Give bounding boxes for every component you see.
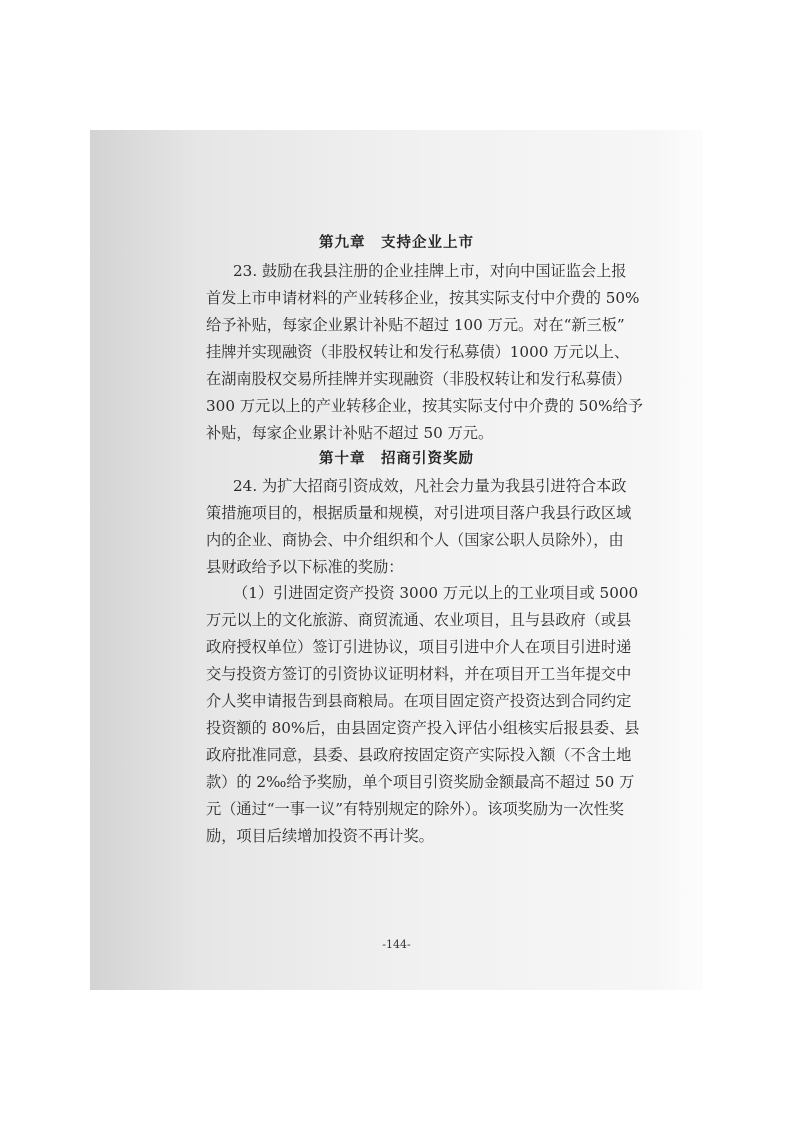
page-number: -144- [382, 938, 411, 951]
text-line: 内的企业、商协会、中介组织和个人（国家公职人员除外），由 [206, 531, 624, 549]
text-line: 县财政给予以下标准的奖励： [206, 558, 404, 576]
chapter-10-heading: 第十章 招商引资奖励 [319, 450, 474, 467]
text-line: （1）引进固定资产投资 3000 万元以上的工业项目或 5000 [233, 584, 639, 602]
text-line: 政府批准同意，县委、县政府按固定资产实际投入额（不含土地 [206, 746, 632, 764]
text-line: 款）的 2‰给予奖励，单个项目引资奖励金额最高不超过 50 万 [206, 773, 635, 791]
text-line: 策措施项目的，根据质量和规模，对引进项目落户我县行政区域 [206, 504, 632, 522]
text-line: 投资额的 80%后，由县固定资产投入评估小组核实后报县委、县 [206, 719, 640, 737]
text-line: 在湖南股权交易所挂牌并实现融资（非股权转让和发行私募债） [206, 370, 632, 388]
text-line: 挂牌并实现融资（非股权转让和发行私募债）1000 万元以上、 [206, 343, 630, 361]
text-line: 补贴，每家企业累计补贴不超过 50 万元。 [206, 424, 494, 442]
text-line: 交与投资方签订的引资协议证明材料，并在项目开工当年提交中 [206, 665, 632, 683]
text-line: 23. 鼓励在我县注册的企业挂牌上市，对向中国证监会上报 [233, 262, 627, 280]
text-line: 介人奖申请报告到县商粮局。在项目固定资产投资达到合同约定 [206, 692, 632, 710]
text-line: 励，项目后续增加投资不再计奖。 [206, 827, 434, 845]
chapter-9-heading: 第九章 支持企业上市 [319, 234, 474, 251]
text-line: 给予补贴，每家企业累计补贴不超过 100 万元。对在“新三板” [206, 316, 625, 334]
text-line: 首发上市申请材料的产业转移企业，按其实际支付中介费的 50% [206, 289, 640, 307]
text-line: 万元以上的文化旅游、商贸流通、农业项目，且与县政府（或县 [206, 611, 632, 629]
text-line: 300 万元以上的产业转移企业，按其实际支付中介费的 50%给予 [206, 397, 643, 415]
text-line: 24. 为扩大招商引资成效，凡社会力量为我县引进符合本政 [233, 477, 627, 495]
scanned-page [90, 130, 703, 990]
text-line: 元（通过“一事一议”有特别规定的除外）。该项奖励为一次性奖 [206, 800, 624, 818]
text-line: 政府授权单位）签订引进协议，项目引进中介人在项目引进时递 [206, 638, 632, 656]
